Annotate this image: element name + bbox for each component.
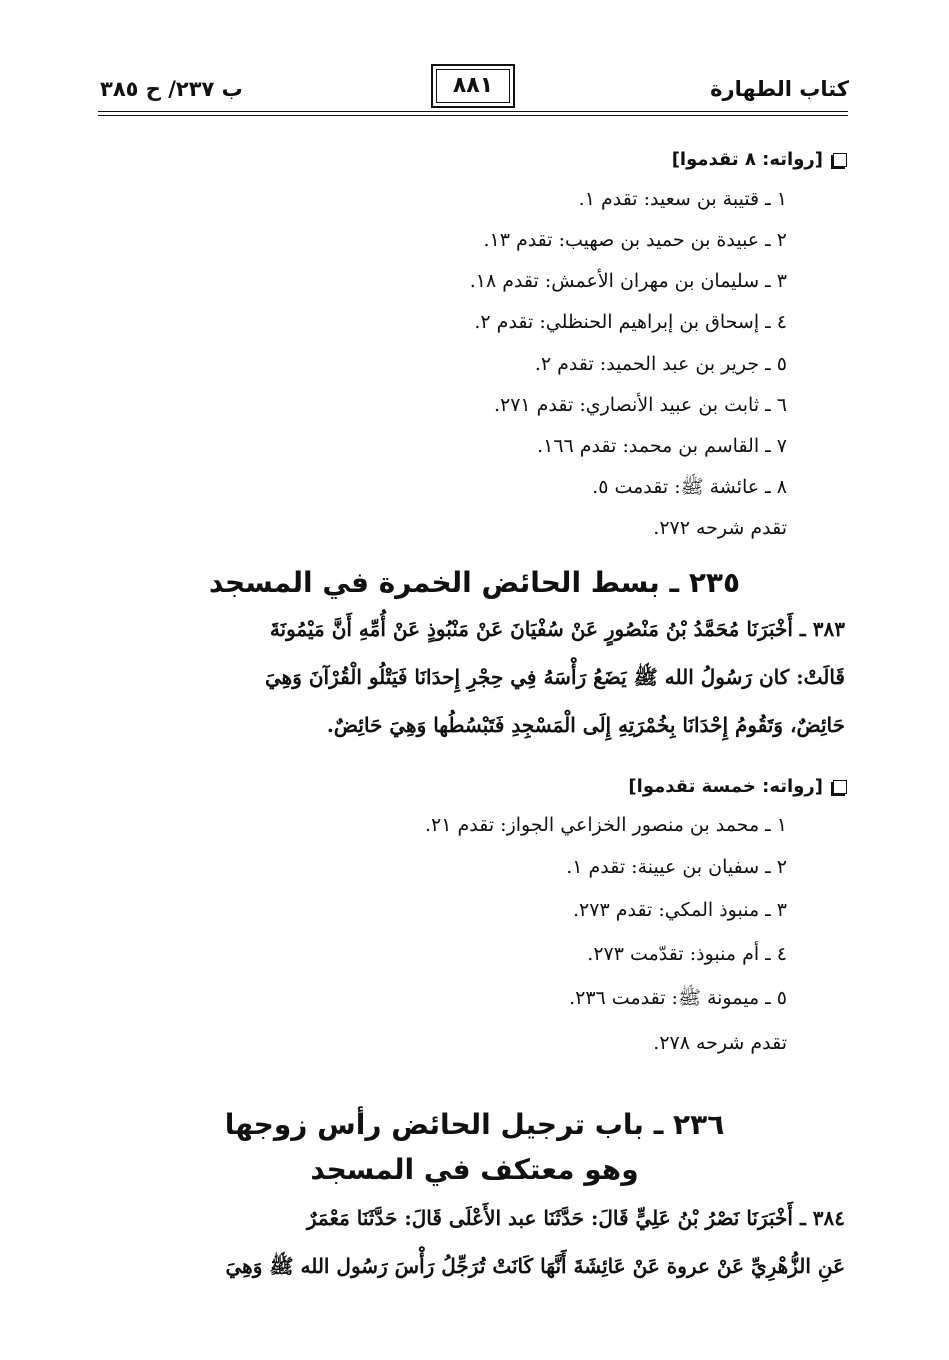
narrators-heading-text: [رواته: خمسة تقدموا] — [628, 776, 823, 797]
header-rule-secondary — [98, 115, 848, 116]
narrators-heading-1 — [672, 146, 847, 174]
narrator-item: ٤ ـ إسحاق بن إبراهيم الحنظلي: تقدم ٢. — [474, 311, 787, 333]
narrator-item: ٥ ـ جرير بن عبد الحميد: تقدم ٢. — [534, 353, 787, 375]
chapter-title: ٢٣٦ ـ باب ترجيل الحائض رأس زوجها — [224, 1108, 725, 1141]
narrator-item: ٦ ـ ثابت بن عبيد الأنصاري: تقدم ٢٧١. — [493, 394, 787, 416]
hadith-line: ٣٨٣ ـ أَخْبَرَنَا مُحَمَّدُ بْنُ مَنْصُورٍ عَنْ سُفْيَانَ عَنْ مَنْبُوذٍ عَنْ أُمِّهِ أَنَّ مَيْمُونَةَ — [269, 617, 845, 641]
narrator-item: ١ ـ محمد بن منصور الخزاعي الجواز: تقدم ٢١. — [424, 814, 787, 836]
narrator-item: ٢ ـ سفيان بن عيينة: تقدم ١. — [566, 856, 787, 878]
hadith-line: قَالَتْ: كان رَسُولُ الله ﷺ يَضَعُ رَأْسَهُ فِي حِجْرِ إِحدَانَا فَيَتْلُو الْقُرْآنَ وَهِيَ — [265, 665, 845, 689]
narrator-item: ٣ ـ منبوذ المكي: تقدم ٢٧٣. — [573, 899, 787, 921]
narrators-heading-2 — [628, 773, 847, 801]
checkbox-square-icon — [833, 153, 847, 167]
header-rule — [98, 111, 848, 112]
commentary-note: تقدم شرحه ٢٧٢. — [653, 517, 787, 539]
hadith-line: حَائِضٌ، وَتَقُومُ إِحْدَانَا بِخُمْرَتِهِ إِلَى الْمَسْجِدِ فَتَبْسُطُها وَهِيَ حَائِضٌ. — [326, 713, 845, 737]
narrator-item: ٧ ـ القاسم بن محمد: تقدم ١٦٦. — [537, 435, 787, 457]
narrators-heading-text: [رواته: ٨ تقدموا] — [671, 149, 823, 170]
page-number: ٨٨١ — [431, 64, 515, 108]
narrator-item: ٤ ـ أم منبوذ: تقدّمت ٢٧٣. — [587, 943, 787, 965]
chapter-title: ٢٣٥ ـ بسط الحائض الخمرة في المسجد — [208, 566, 741, 599]
checkbox-square-icon — [833, 780, 847, 794]
narrator-item: ٥ ـ ميمونة ﷺ: تقدمت ٢٣٦. — [569, 987, 787, 1009]
book-title: كتاب الطهارة — [710, 77, 849, 101]
hadith-line: ٣٨٤ ـ أَخْبَرَنَا نَصْرُ بْنُ عَلِيٍّ قَالَ: حَدَّثَنَا عبد الأَعْلَى قَالَ: حَدَّثَنَا مَعْمَرٌ — [306, 1206, 845, 1230]
chapter-reference: ب ٢٣٧/ ح ٣٨٥ — [100, 77, 243, 101]
narrator-item: ٨ ـ عائشة ﷺ: تقدمت ٥. — [592, 476, 787, 498]
chapter-title-continued: وهو معتكف في المسجد — [310, 1153, 639, 1186]
narrator-item: ١ ـ قتيبة بن سعيد: تقدم ١. — [578, 188, 787, 210]
commentary-note: تقدم شرحه ٢٧٨. — [653, 1032, 787, 1054]
narrator-item: ٣ ـ سليمان بن مهران الأعمش: تقدم ١٨. — [469, 270, 787, 292]
narrator-item: ٢ ـ عبيدة بن حميد بن صهيب: تقدم ١٣. — [483, 229, 787, 251]
hadith-line: عَنِ الزُّهْرِيِّ عَنْ عروة عَنْ عَائِشَةَ أَنَّهَا كَانَتْ تُرَجِّلُ رَأْسَ رَسُول الله ﷺ وَهِيَ — [225, 1254, 845, 1278]
